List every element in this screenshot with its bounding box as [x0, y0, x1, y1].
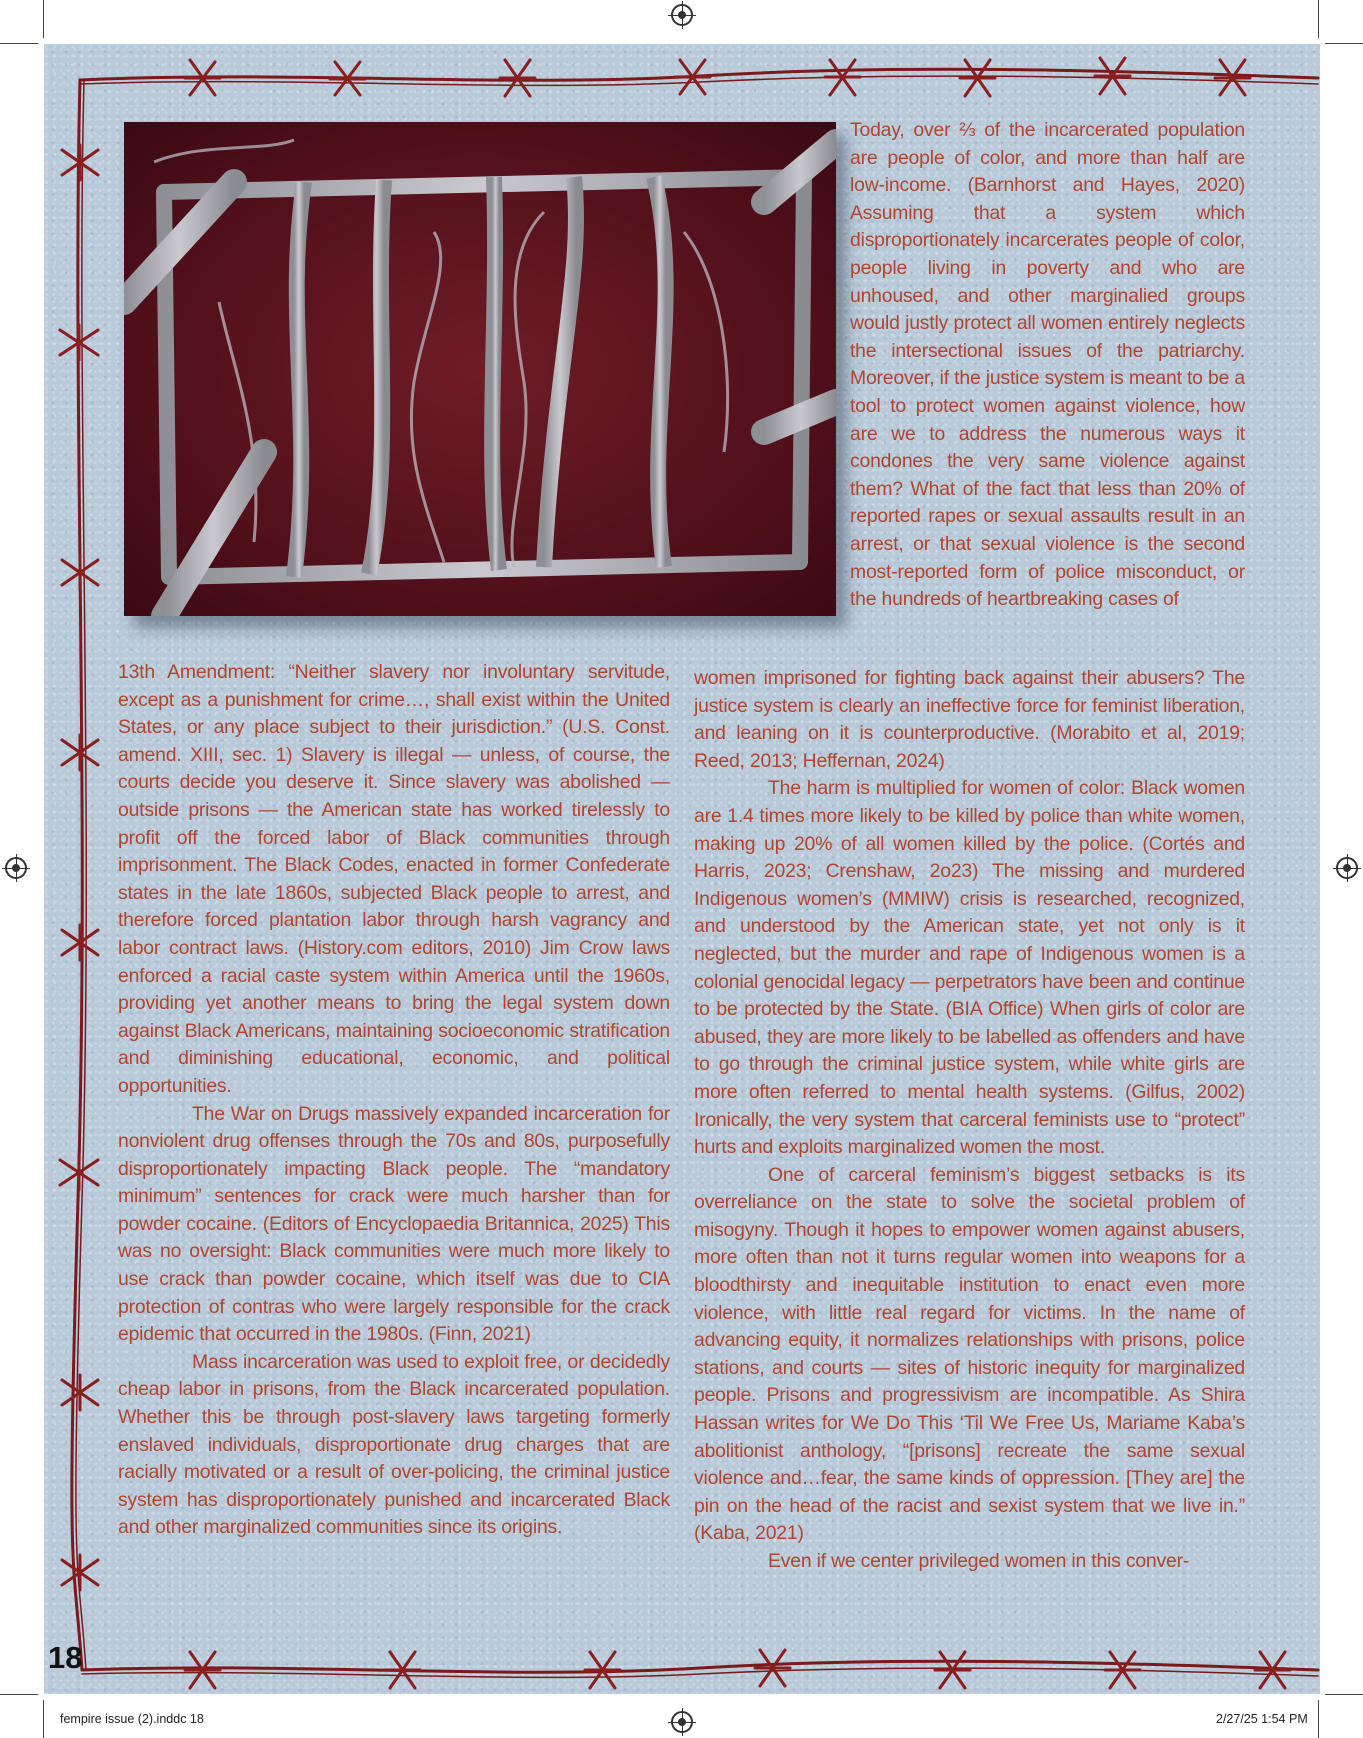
- article-paragraph: women imprisoned for fighting back against their abusers? The justice system is clearly an ineffective force for feminist liberation, and leaning on it is counterproductive. (Morabito et al, 2019; Reed, 2013; Heffernan, 2024): [694, 667, 1245, 772]
- crop-mark: [1325, 43, 1363, 44]
- article-paragraph: 13th Amendment: “Neither slavery nor involuntary servitude, except as a punishment for crime…, shall exist within the United States, or any place subject to their jurisdiction.” (U.S. Const. amend. XIII, sec. 1) Slavery is illegal — unless, of course, the courts decide you deserve it. Since slavery was abolished — outside prisons — the American state has worked tirelessly to profit off the forced labor of Black communities through imprisonment. The Black Codes, enacted in former Confederate states in the late 1860s, subjected Black people to arrest, and therefore forced plantation labor through harsh vagrancy and labor contract laws. (History.com editors, 2010) Jim Crow laws enforced a racial caste system within America until the 1960s, providing yet another means to bring the legal system down against Black Americans, maintaining socioeconomic stratification and diminishing educational, economic, and political opportunities.: [118, 661, 670, 1097]
- article-paragraph: Even if we center privileged women in this conver-: [768, 1550, 1190, 1572]
- slug-filename: fempire issue (2).inddc 18: [60, 1712, 204, 1726]
- article-paragraph: The War on Drugs massively expanded incarceration for nonviolent drug offenses through the 70s and 80s, purposefully disproportionately impacting Black people. The “mandatory minimum” sentences for crack were much harsher than for powder cocaine. (Editors of Encyclopaedia Britannica, 2025) This was no oversight: Black communities were much more likely to use crack than powder cocaine, which itself was due to CIA protection of contras who were largely responsible for the crack epidemic that occurred in the 1980s. (Finn, 2021): [118, 1102, 670, 1346]
- article-right-column: [694, 665, 1245, 1576]
- crop-mark: [43, 0, 44, 38]
- slug-timestamp: 2/27/25 1:54 PM: [1216, 1712, 1308, 1726]
- registration-mark-icon: [1336, 857, 1358, 879]
- prison-bars-drawing: [124, 122, 836, 616]
- page-number: 18: [48, 1640, 83, 1675]
- article-right-column-top: [850, 117, 1245, 614]
- crop-mark: [1325, 1694, 1363, 1695]
- article-paragraph: Today, over ⅔ of the incarcerated population are people of color, and more than half are low-income. (Barnhorst and Hayes, 2020) Assuming that a system which disproportionately incarcerates people of color, people living in poverty and who are unhoused, and other marginalied groups would justly protect all women entirely neglects the intersectional issues of the patriarchy. Moreover, if the justice system is meant to be a tool to protect women against violence, how are we to address the numerous ways it condones the very same violence against them? What of the fact that less than 20% of reported rapes or sexual assaults result in an arrest, or that sexual violence is the second most-reported form of police misconduct, or the hundreds of heartbreaking cases of: [850, 119, 1245, 611]
- registration-mark-icon: [5, 857, 27, 879]
- crop-mark: [0, 43, 38, 44]
- prison-bars-illustration: [124, 122, 836, 616]
- article-paragraph: Mass incarceration was used to exploit free, or decidedly cheap labor in prisons, from the Black incarcerated population. Whether this be through post-slavery laws targeting formerly enslaved individuals, disproportionate drug charges that are racially motivated or a result of over-policing, the criminal justice system has disproportionately punished and incarcerated Black and other marginalized communities since its origins.: [118, 1350, 670, 1539]
- crop-mark: [1318, 0, 1319, 38]
- article-paragraph: One of carceral feminism’s biggest setbacks is its overreliance on the state to solve the societal problem of misogyny. Though it hopes to empower women against abusers, more often than not it turns regular women into weapons for a bloodthirsty and inequitable institution to enact even more violence, with little real regard for victims. In the name of advancing equity, it normalizes relationships with prisons, police stations, and courts — sites of historic inequity for marginalized people. Prisons and progressivism are incompatible. As Shira Hassan writes for We Do This ‘Til We Free Us, Mariame Kaba’s abolitionist anthology, “[prisons] recreate the same sexual violence and…fear, the same kinds of oppression. [They are] the pin on the head of the racist and sexist system that we live in.” (Kaba, 2021): [694, 1163, 1245, 1545]
- crop-mark: [0, 1694, 38, 1695]
- article-left-column: [118, 659, 670, 1542]
- crop-mark: [1318, 1700, 1319, 1738]
- crop-mark: [43, 1700, 44, 1738]
- article-paragraph: The harm is multiplied for women of color: Black women are 1.4 times more likely to be killed by police than white women, making up 20% of all women killed by the police. (Cortés and Harris, 2023; Crenshaw, 2o23) The missing and murdered Indigenous women’s (MMIW) crisis is researched, recognized, and understood by the American state, yet not only is it neglected, but the murder and rape of Indigenous women is a colonial genocidal legacy — perpetrators have been and continue to be protected by the State. (BIA Office) When girls of color are abused, they are more likely to be labelled as offenders and have to go through the criminal justice system, while white girls are more often referred to mental health systems. (Gilfus, 2002) Ironically, the very system that carceral feminists use to “protect” hurts and exploits marginalized women the most.: [694, 777, 1245, 1159]
- registration-mark-icon: [671, 4, 693, 26]
- registration-mark-icon: [671, 1711, 693, 1733]
